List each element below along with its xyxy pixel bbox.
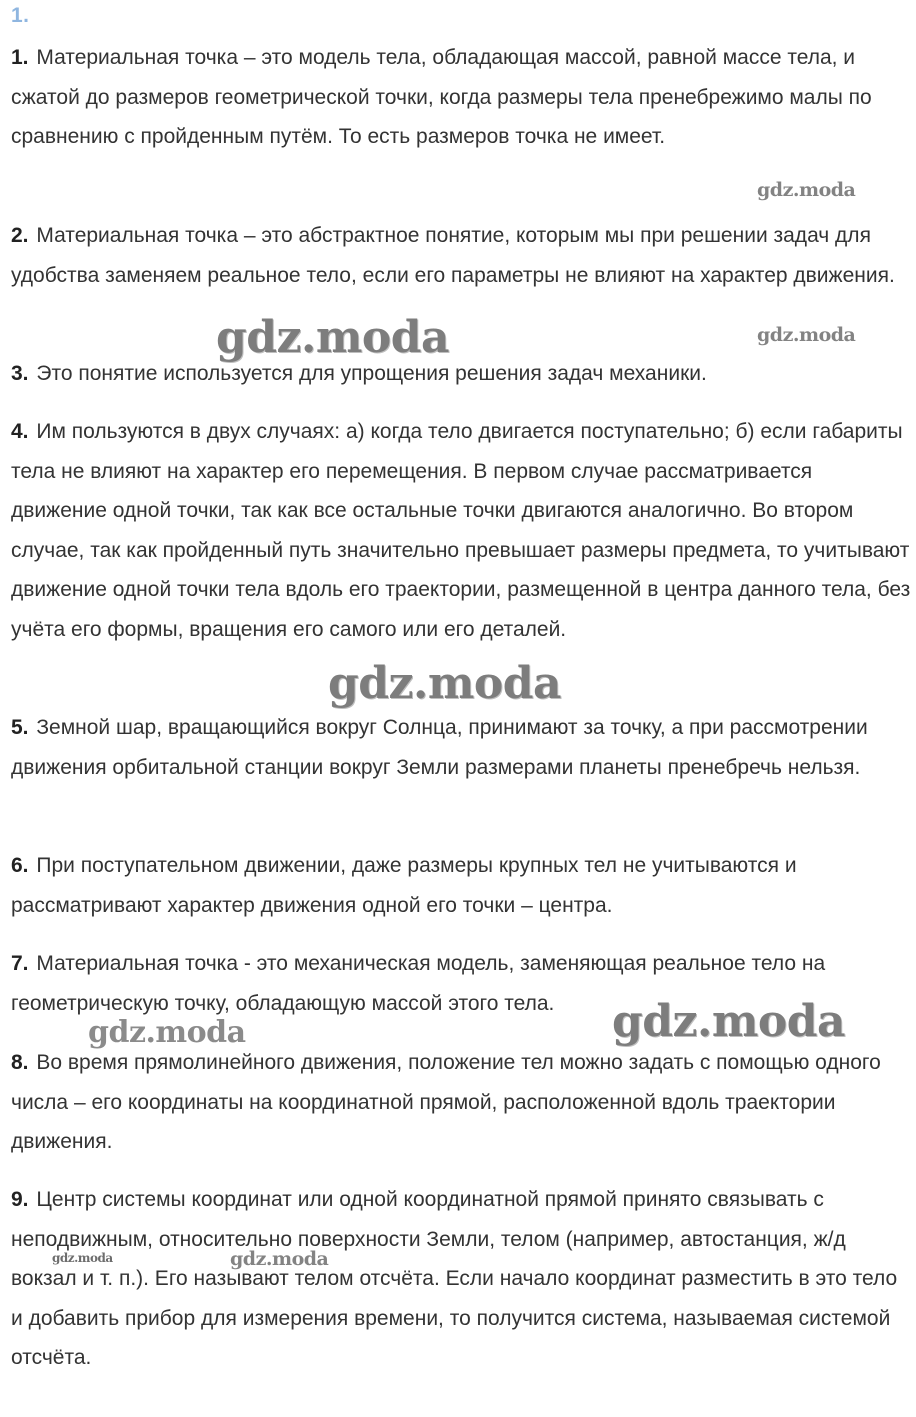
paragraph-text: Земной шар, вращающийся вокруг Солнца, принимают за точку, а при рассмотрении движения орбитальной станции вокруг Земли размерами планеты пренебречь нельзя. (11, 716, 868, 779)
paragraph-number: 5. (11, 716, 29, 739)
paragraph-text: Материальная точка – это модель тела, обладающая массой, равной массе тела, и сжатой до размеров геометрической точки, когда размеры тела пренебрежимо малы по сравнению с пройденным путём. То есть размеров точка не имеет. (11, 46, 872, 149)
watermark-logo: gdz.moda (612, 996, 846, 1047)
watermark-logo: gdz.moda (757, 324, 856, 346)
watermark-logo: gdz.moda (230, 1248, 329, 1270)
paragraph-number: 4. (11, 420, 29, 443)
paragraph-number: 8. (11, 1051, 29, 1074)
paragraph-4 (11, 412, 911, 650)
paragraph-number: 2. (11, 224, 29, 247)
paragraph-text: Материальная точка - это механическая модель, заменяющая реальное тело на геометрическую точку, обладающую массой этого тела. (11, 952, 826, 1015)
paragraph-8 (11, 1043, 911, 1162)
paragraph-number: 3. (11, 362, 29, 385)
paragraph-text: Им пользуются в двух случаях: а) когда тело двигается поступательно; б) если габариты тела не влияют на характер его перемещения. В первом случае рассматривается движение одной точки, так как все остальные точки двигаются аналогично. Во втором случае, так как пройденный путь значительно превышает размеры предмета, то учитывают движение одной точки тела вдоль его траектории, размещенной в центра данного тела, без учёта его формы, вращения его самого или его деталей. (11, 420, 911, 641)
watermark-logo: gdz.moda (216, 312, 450, 363)
paragraph-3 (11, 354, 911, 394)
paragraph-text: При поступательном движении, даже размеры крупных тел не учитываются и рассматривают характер движения одной его точки – центра. (11, 854, 797, 917)
paragraph-5 (11, 708, 911, 787)
paragraph-text: Центр системы координат или одной координатной прямой принято связывать с неподвижным, относительно поверхности Земли, телом (например, автостанция, ж/д вокзал и т. п.). Его называют телом отсчёта. Если начало координат разместить в это тело и добавить прибор для измерения времени, то получится система, называемая системой отсчёта. (11, 1188, 898, 1370)
paragraph-text: Материальная точка – это абстрактное понятие, которым мы при решении задач для удобства заменяем реальное тело, если его параметры не влияют на характер движения. (11, 224, 895, 287)
paragraph-number: 1. (11, 46, 29, 69)
watermark-logo: gdz.moda (52, 1251, 113, 1265)
watermark-logo: gdz.moda (88, 1015, 246, 1050)
watermark-logo: gdz.moda (757, 179, 856, 201)
paragraph-6 (11, 846, 911, 925)
paragraph-2 (11, 216, 911, 295)
watermark-logo: gdz.moda (328, 658, 562, 709)
paragraph-number: 7. (11, 952, 29, 975)
paragraph-text: Это понятие используется для упрощения решения задач механики. (36, 362, 707, 385)
section-number: 1. (11, 4, 30, 27)
paragraph-9 (11, 1180, 911, 1378)
paragraph-number: 9. (11, 1188, 29, 1211)
paragraph-1 (11, 38, 911, 157)
paragraph-text: Во время прямолинейного движения, положение тел можно задать с помощью одного числа – его координаты на координатной прямой, расположенной вдоль траектории движения. (11, 1051, 881, 1154)
paragraph-number: 6. (11, 854, 29, 877)
